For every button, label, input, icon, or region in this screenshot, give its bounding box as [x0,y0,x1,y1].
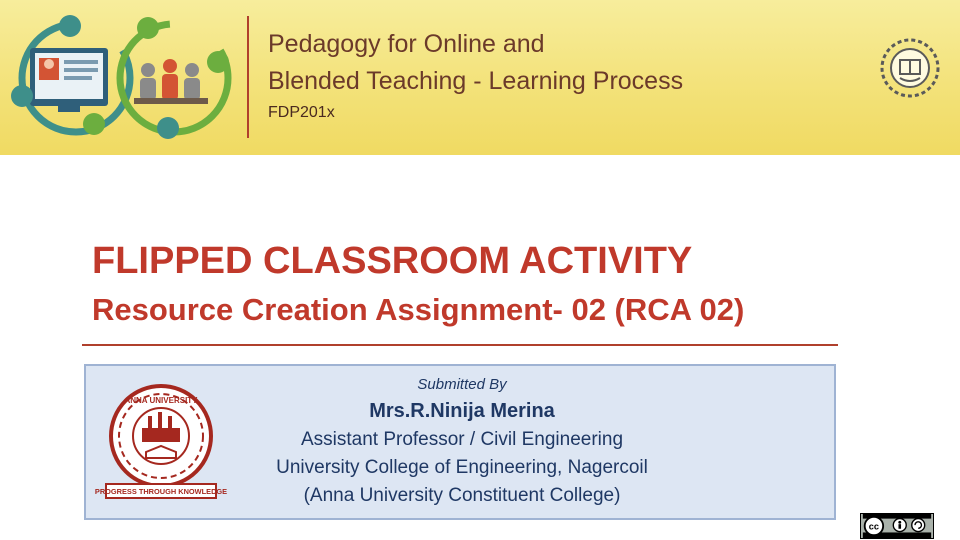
submission-details [236,374,688,510]
author-affiliation: (Anna University Constituent College) [303,485,621,506]
slide-subtitle: Resource Creation Assignment- 02 (RCA 02) [92,292,745,327]
submitted-by-label: Submitted By [417,376,507,393]
title-underline [82,344,838,346]
svg-text:cc: cc [868,521,880,532]
anna-arc-text: ANNA UNIVERSITY [124,396,198,405]
anna-university-logo [94,382,228,500]
course-code: FDP201x [268,104,335,121]
cc-by-sa-license-icon [860,513,934,539]
course-title: Pedagogy for Online and Blended Teaching - Learning Process [268,30,684,95]
submission-box [84,364,836,520]
slide-title: FLIPPED CLASSROOM ACTIVITY [92,240,693,282]
banner-divider [247,16,249,138]
anna-motto-text: PROGRESS THROUGH KNOWLEDGE [94,487,228,496]
author-designation: Assistant Professor / Civil Engineering [300,429,624,450]
online-learning-illustration [8,8,240,148]
iit-bombay-logo [878,36,942,100]
header-banner [0,0,960,155]
author-institution: University College of Engineering, Nagercoil [276,457,648,478]
author-name: Mrs.R.Ninija Merina [369,400,555,422]
